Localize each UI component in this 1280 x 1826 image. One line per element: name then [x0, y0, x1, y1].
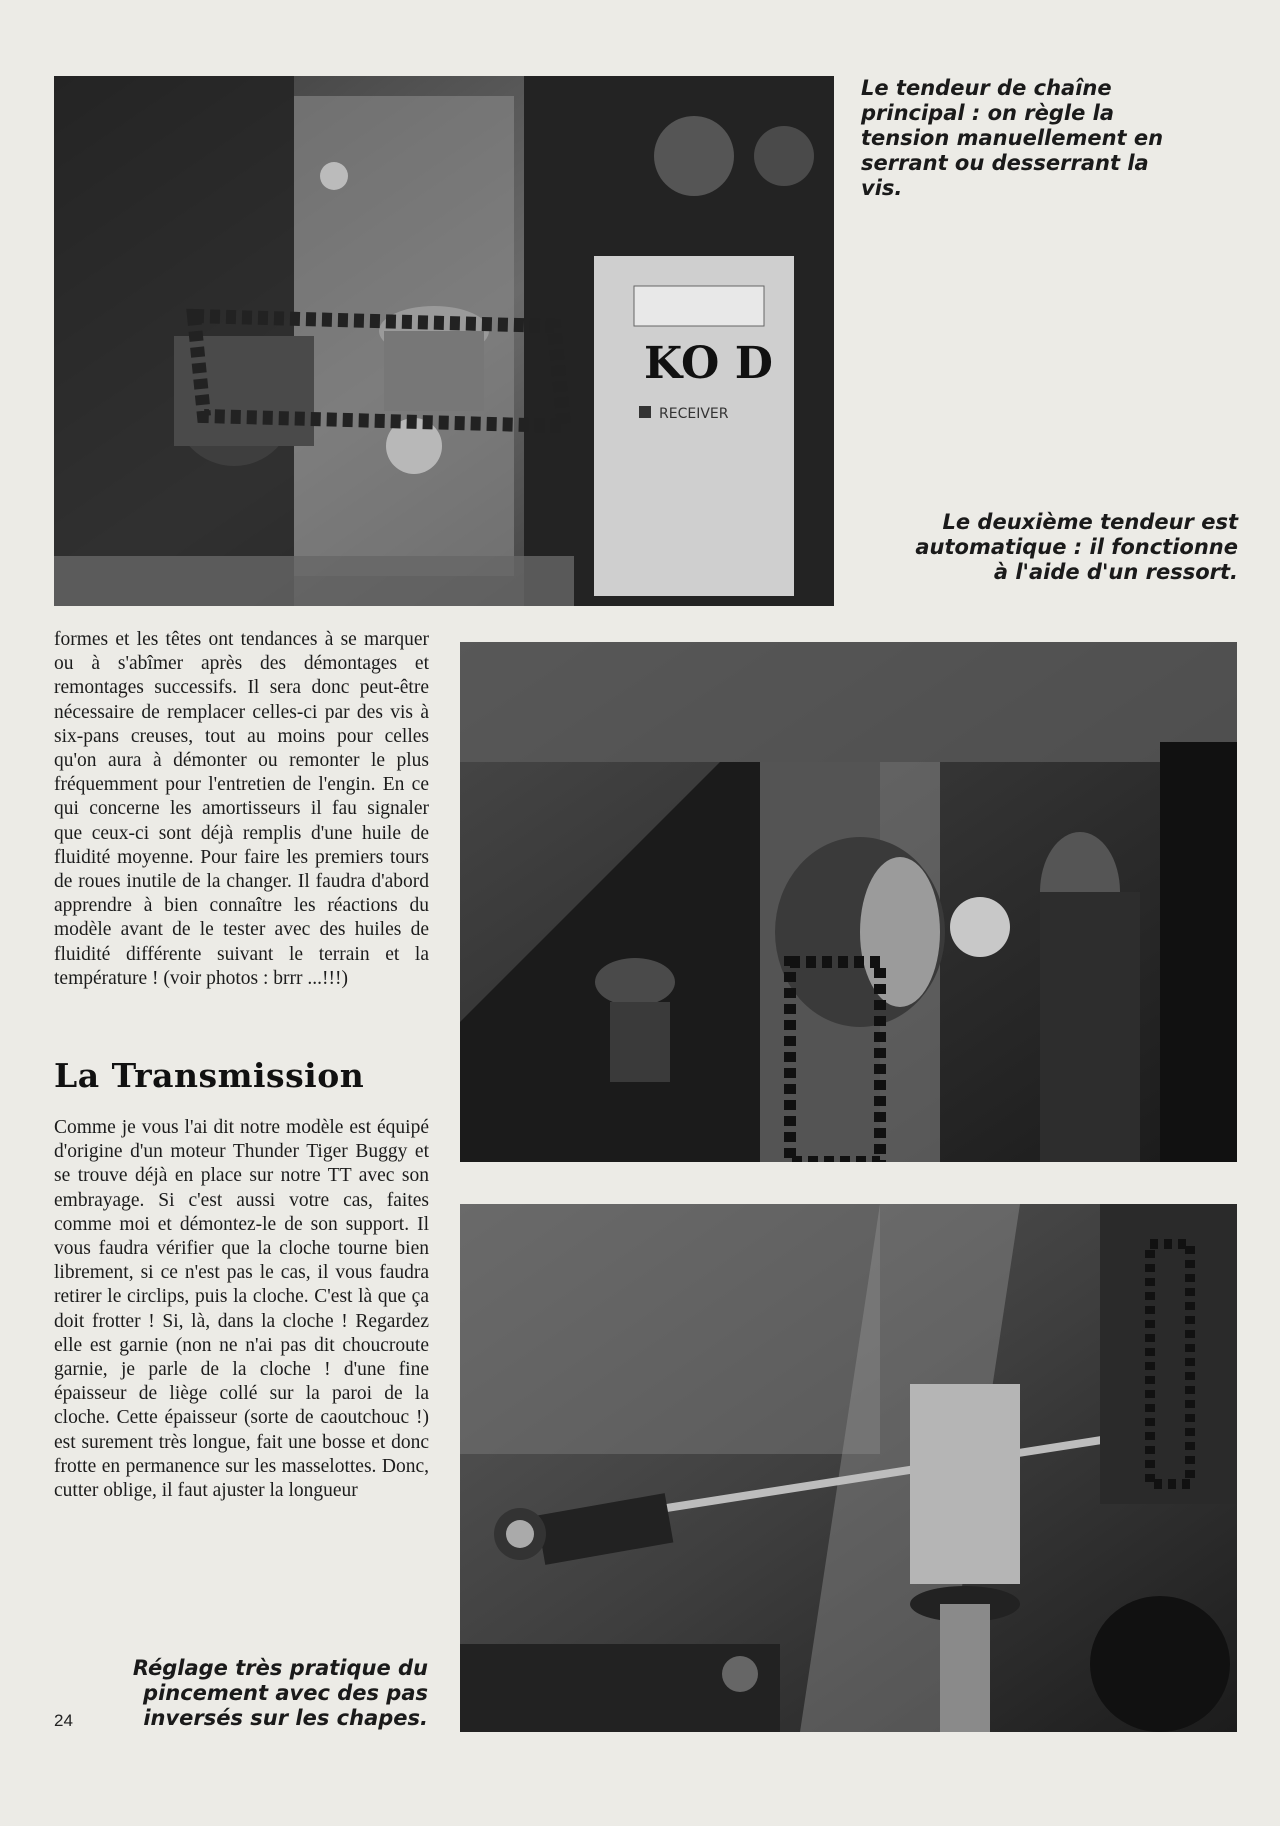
caption-second-tensioner: Le deuxième tendeur est automatique : il fonctionne à l'aide d'un ressort.: [915, 510, 1238, 584]
photo-automatic-tensioner: [460, 642, 1237, 1162]
caption-adjustment: Réglage très pratique du pincement avec des pas inversés sur les chapes.: [132, 1656, 428, 1730]
receiver-sub-text: RECEIVER: [659, 406, 729, 422]
photo-toe-adjustment: [460, 1204, 1237, 1732]
photo-main-chain-tensioner: [54, 76, 834, 606]
receiver-label-text: KO D: [644, 338, 773, 389]
page-number: 24: [54, 1711, 73, 1730]
article-paragraph-1: formes et les têtes ont tendances à se marquer ou à s'abîmer après des démontages et remontages successifs. Il sera donc peut-être nécessaire de remplacer celles-ci par des vis à six-pans creuses, tout au moins pour celles qu'on aura à démonter ou remonter le plus fréquemment pour l'entretien de l'engin. En ce qui concerne les amortisseurs il fau signaler que ceux-ci sont déjà remplis d'une huile de fluidité moyenne. Pour faire les premiers tours de roues inutile de la changer. Il faudra d'abord apprendre à bien connaître les réactions du modèle avant de le tester avec des huiles de fluidité différente suivant le terrain et la température ! (voir photos : brrr ...!!!): [54, 629, 429, 989]
caption-main-tensioner: Le tendeur de chaîne principal : on règle la tension manuellement en serrant ou desserrant la vis.: [861, 76, 1164, 200]
section-heading-transmission: La Transmission: [54, 1056, 365, 1095]
article-paragraph-2: Comme je vous l'ai dit notre modèle est équipé d'origine d'un moteur Thunder Tiger Buggy et se trouve déjà en place sur notre TT avec son embrayage. Si c'est aussi votre cas, faites comme moi et démontez-le de son support. Il vous faudra vérifier que la cloche tourne bien librement, si ce n'est pas le cas, il vous faudra retirer le circlips, puis la cloche. C'est là que ça doit frotter ! Si, là, dans la cloche ! Regardez elle est garnie (non ne n'ai pas dit choucroute garnie, je parle de la cloche ! d'une fine épaisseur de liège collé sur la paroi de la cloche. Cette épaisseur (sorte de caoutchouc !) est surement très longue, fait une bosse et donc frotte en permanence sur les masselottes. Donc, cutter oblige, il faut ajuster la longueur: [54, 1117, 429, 1502]
